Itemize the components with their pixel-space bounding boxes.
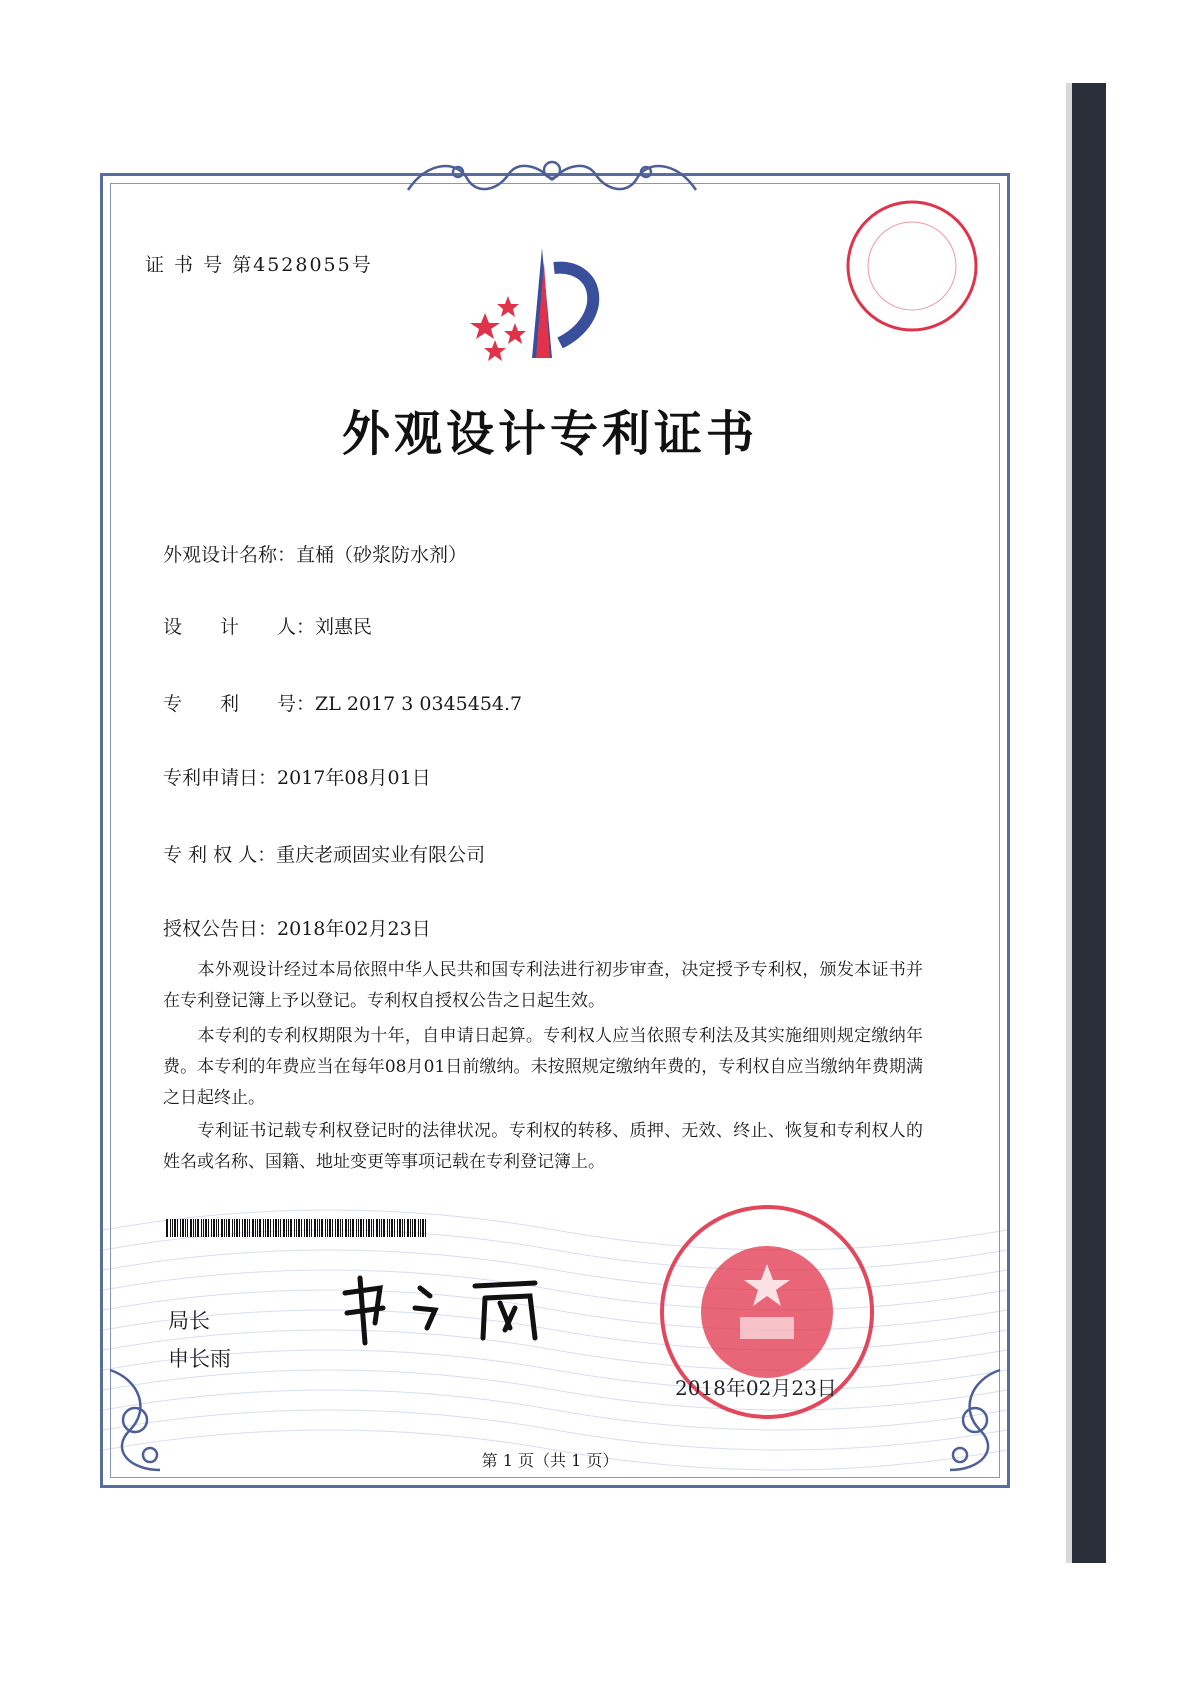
cnipa-logo: [470, 248, 630, 363]
barcode-bar: [185, 1219, 186, 1237]
barcode-bar: [311, 1219, 312, 1237]
barcode-bar: [332, 1219, 333, 1237]
field-label: 专 利 权 人：: [163, 844, 277, 866]
barcode-bar: [288, 1219, 289, 1237]
paragraph-legal-status: 专利证书记载专利权登记时的法律状况。专利权的转移、质押、无效、终止、恢复和专利权人的姓名或名称、国籍、地址变更等事项记载在专利登记簿上。: [163, 1121, 923, 1172]
signatory-name: 申长雨: [168, 1347, 231, 1371]
tax-stamp-seal: [842, 196, 982, 336]
barcode-bar: [213, 1219, 215, 1237]
field-value: 2018年02月23日: [277, 918, 431, 940]
scan-edge-dark: [1072, 83, 1106, 1563]
top-ornament: [398, 150, 706, 200]
barcode-bar: [329, 1219, 331, 1237]
barcode-bar: [234, 1219, 235, 1237]
barcode-bar: [203, 1219, 204, 1237]
barcode-bar: [379, 1219, 380, 1237]
barcode-bar: [249, 1219, 250, 1237]
barcode-bar: [425, 1219, 426, 1237]
barcode-bar: [218, 1219, 219, 1237]
barcode-bar: [358, 1219, 359, 1237]
barcode-bar: [363, 1219, 364, 1237]
barcode-bar: [286, 1219, 287, 1237]
barcode-bar: [263, 1219, 264, 1237]
barcode-bar: [239, 1219, 240, 1237]
barcode: [166, 1219, 428, 1237]
barcode-bar: [294, 1219, 295, 1237]
barcode-bar: [337, 1219, 339, 1237]
barcode-bar: [306, 1219, 308, 1237]
barcode-bar: [283, 1219, 285, 1237]
paragraph-term: 本专利的专利权期限为十年，自申请日起算。专利权人应当依照专利法及其实施细则规定缴纳年费。本专利的年费应当在每年08月01日前缴纳。未按照规定缴纳年费的，专利权自应当缴纳年费期满之日起终止。: [163, 1026, 923, 1108]
field-label: 授权公告日：: [163, 918, 278, 940]
barcode-bar: [259, 1219, 261, 1237]
barcode-bar: [309, 1219, 310, 1237]
field-value: ZL 2017 3 0345454.7: [315, 693, 523, 715]
barcode-bar: [317, 1219, 318, 1237]
barcode-bar: [394, 1219, 395, 1237]
barcode-bar: [342, 1219, 343, 1237]
certificate-number: 证 书 号 第4528055号: [145, 254, 373, 276]
barcode-bar: [172, 1219, 173, 1237]
field-label: 设 计 人：: [163, 616, 316, 638]
barcode-bar: [270, 1219, 271, 1237]
barcode-bar: [201, 1219, 202, 1237]
barcode-bar: [304, 1219, 305, 1237]
barcode-bar: [391, 1219, 393, 1237]
barcode-bar: [325, 1219, 326, 1237]
barcode-bar: [166, 1219, 168, 1237]
barcode-bar: [335, 1219, 336, 1237]
barcode-bar: [366, 1219, 367, 1237]
barcode-bar: [257, 1219, 258, 1237]
barcode-bar: [205, 1219, 207, 1237]
barcode-bar: [352, 1219, 354, 1237]
barcode-bar: [404, 1219, 405, 1237]
barcode-bar: [371, 1219, 372, 1237]
barcode-bar: [170, 1219, 171, 1237]
barcode-bar: [208, 1219, 209, 1237]
field-value: 重庆老顽固实业有限公司: [276, 844, 486, 866]
barcode-bar: [278, 1219, 279, 1237]
barcode-bar: [275, 1219, 277, 1237]
barcode-bar: [226, 1219, 227, 1237]
barcode-bar: [216, 1219, 217, 1237]
handwritten-signature: [335, 1268, 555, 1348]
barcode-bar: [418, 1219, 419, 1237]
barcode-bar: [187, 1219, 188, 1237]
barcode-bar: [267, 1219, 269, 1237]
barcode-bar: [420, 1219, 421, 1237]
barcode-bar: [265, 1219, 266, 1237]
field-value: 直桶（砂浆防水剂）: [296, 544, 468, 566]
barcode-bar: [397, 1219, 398, 1237]
barcode-bar: [327, 1219, 328, 1237]
barcode-bar: [193, 1219, 194, 1237]
barcode-bar: [247, 1219, 248, 1237]
field-filing-date: [163, 763, 431, 790]
barcode-bar: [280, 1219, 281, 1237]
barcode-bar: [407, 1219, 409, 1237]
field-value: 刘惠民: [315, 616, 373, 638]
certificate-title: 外观设计专利证书: [341, 406, 758, 462]
field-grant-date: [163, 914, 431, 941]
barcode-bar: [195, 1219, 196, 1237]
barcode-bar: [345, 1219, 347, 1237]
barcode-bar: [356, 1219, 357, 1237]
field-design-name: [163, 540, 467, 567]
field-label: 专 利 号：: [163, 693, 316, 715]
field-patentee: [163, 840, 485, 867]
field-patent-number: [163, 689, 522, 716]
barcode-bar: [389, 1219, 390, 1237]
barcode-bar: [224, 1219, 225, 1237]
barcode-bar: [177, 1219, 178, 1237]
field-label: 专利申请日：: [163, 767, 278, 789]
barcode-bar: [376, 1219, 378, 1237]
seal-date: 2018年02月23日: [675, 1376, 837, 1400]
field-value: 2017年08月01日: [277, 767, 431, 789]
barcode-bar: [180, 1219, 181, 1237]
barcode-bar: [232, 1219, 233, 1237]
barcode-bar: [314, 1219, 316, 1237]
field-designer: [163, 612, 372, 639]
barcode-bar: [236, 1219, 238, 1237]
barcode-bar: [360, 1219, 362, 1237]
barcode-bar: [290, 1219, 292, 1237]
barcode-bar: [174, 1219, 176, 1237]
barcode-bar: [252, 1219, 254, 1237]
barcode-bar: [340, 1219, 341, 1237]
barcode-bar: [368, 1219, 370, 1237]
barcode-bar: [387, 1219, 388, 1237]
barcode-bar: [402, 1219, 403, 1237]
barcode-bar: [228, 1219, 230, 1237]
page-number: 第 1 页（共 1 页）: [481, 1451, 619, 1470]
barcode-bar: [211, 1219, 212, 1237]
barcode-bar: [383, 1219, 385, 1237]
barcode-bar: [410, 1219, 411, 1237]
field-label: 外观设计名称：: [163, 544, 297, 566]
barcode-bar: [296, 1219, 297, 1237]
barcode-bar: [399, 1219, 401, 1237]
barcode-bar: [221, 1219, 223, 1237]
barcode-bar: [414, 1219, 416, 1237]
barcode-bar: [197, 1219, 199, 1237]
barcode-bar: [373, 1219, 374, 1237]
barcode-bar: [182, 1219, 184, 1237]
signatory-title: 局长: [168, 1309, 210, 1333]
barcode-bar: [319, 1219, 320, 1237]
barcode-bar: [422, 1219, 424, 1237]
barcode-bar: [273, 1219, 274, 1237]
barcode-bar: [412, 1219, 413, 1237]
barcode-bar: [244, 1219, 246, 1237]
barcode-bar: [321, 1219, 323, 1237]
barcode-bar: [350, 1219, 351, 1237]
barcode-bar: [301, 1219, 302, 1237]
barcode-bar: [348, 1219, 349, 1237]
barcode-bar: [298, 1219, 300, 1237]
paragraph-grant: 本外观设计经过本局依照中华人民共和国专利法进行初步审查，决定授予专利权，颁发本证书并在专利登记簿上予以登记。专利权自授权公告之日起生效。: [163, 960, 923, 1011]
barcode-bar: [255, 1219, 256, 1237]
barcode-bar: [242, 1219, 243, 1237]
barcode-bar: [190, 1219, 192, 1237]
barcode-bar: [381, 1219, 382, 1237]
